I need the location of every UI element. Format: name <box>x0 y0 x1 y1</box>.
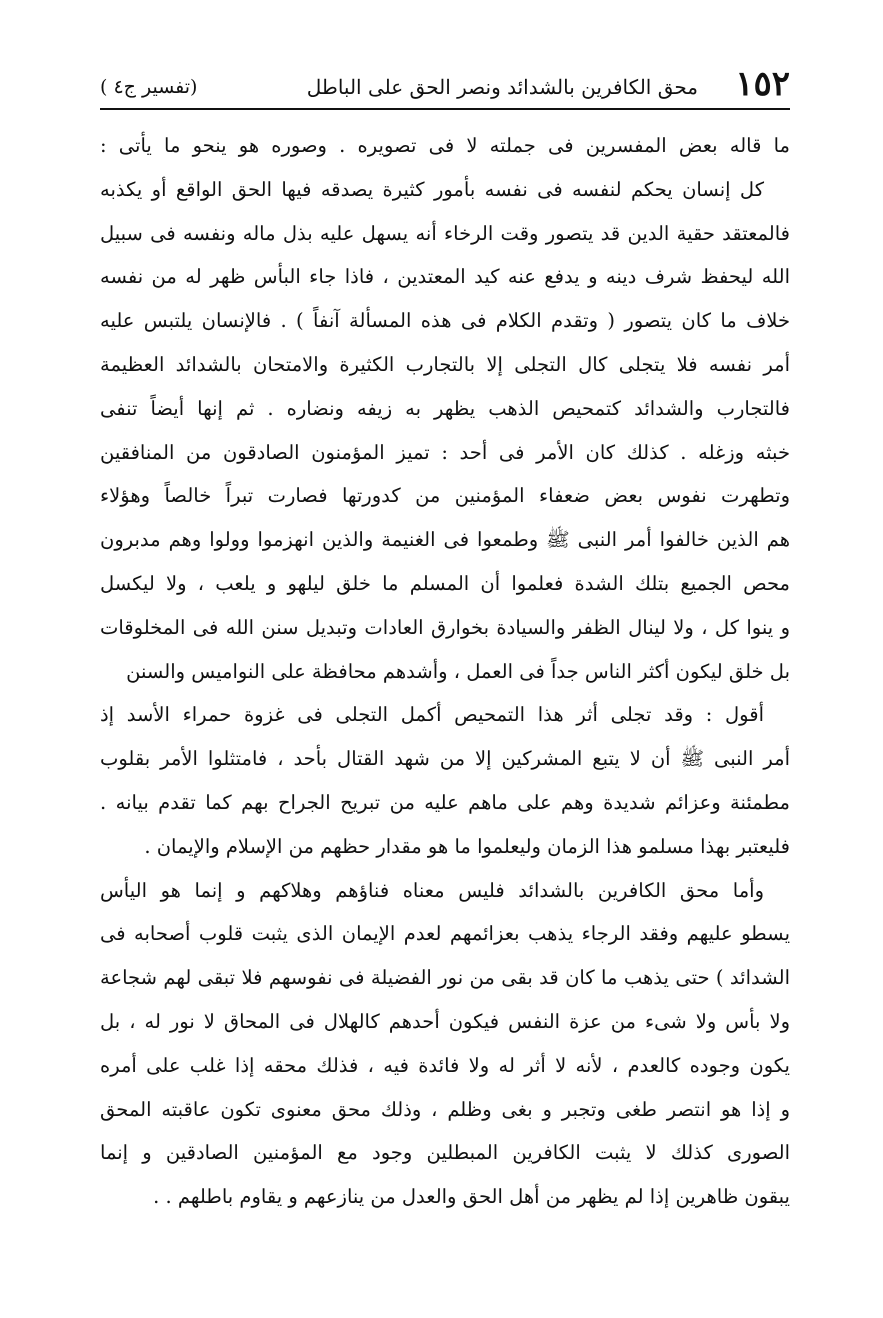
text-line: الصورى كذلك لا يثبت الكافرين المبطلين وجود مع المؤمنين الصادقين و إنما <box>100 1141 790 1165</box>
text-line: الله ليحفظ شرف دينه و يدفع عنه كيد المعتدين ، فاذا جاء البأس ظهر له من نفسه <box>100 265 790 289</box>
text-line: ولا بأس ولا شىء من عزة النفس فيكون أحدهم كالهلال فى المحاق لا نور له ، بل <box>100 1009 790 1033</box>
text-line: كل إنسان يحكم لنفسه فى نفسه بأمور كثيرة يصدقه فيها الحق الواقع أو يكذبه <box>100 177 764 201</box>
text-line: بل خلق ليكون أكثر الناس جداً فى العمل ، وأشدهم محافظة على النواميس والسنن <box>126 659 790 683</box>
text-line: يبقون ظاهرين إذا لم يظهر من أهل الحق والعدل من ينازعهم و يقاوم باطلهم . . <box>153 1185 790 1209</box>
text-line: أمر نفسه فلا يتجلى كال التجلى إلا بالتجارب الكثيرة والامتحان بالشدائد العظيمة <box>100 352 790 376</box>
text-line: فالمعتقد حقية الدين قد يتصور وقت الرخاء أنه يسهل عليه بذل ماله ونفسه فى سبيل <box>100 221 790 245</box>
page-number: ١٥٢ <box>735 64 790 104</box>
text-line: أمر النبى ﷺ أن لا يتبع المشركين إلا من شهد القتال بأحد ، فامتثلوا الأمر بقلوب <box>100 747 790 771</box>
text-line: مطمئنة وعزائم شديدة وهم على ماهم عليه من تبريح الجراح بهم كما تقدم بيانه . <box>100 790 790 814</box>
text-line: خبثه وزغله . كذلك كان الأمر فى أحد : تميز المؤمنون الصادقون من المنافقين <box>100 440 790 464</box>
text-line: أقول : وقد تجلى أثر هذا التمحيص أكمل التجلى فى غزوة حمراء الأسد إذ <box>100 703 764 727</box>
text-line: خلاف ما كان يتصور ( وتقدم الكلام فى هذه المسألة آنفاً ) . فالإنسان يلتبس عليه <box>100 309 790 333</box>
text-line: فالتجارب والشدائد كتمحيص الذهب يظهر به زيفه ونضاره . ثم إنها أيضاً تنفى <box>100 396 790 420</box>
header-rule <box>100 108 790 110</box>
text-line: محص الجميع بتلك الشدة فعلموا أن المسلم ما خلق ليلهو و يلعب ، ولا ليكسل <box>100 571 790 595</box>
text-line: ما قاله بعض المفسرين فى جملته لا فى تصويره . وصوره هو ينحو ما يأتى : <box>100 134 790 157</box>
volume-reference: (تفسير ج٤ ) <box>100 76 198 98</box>
running-title: محق الكافرين بالشدائد ونصر الحق على الباطل <box>306 75 698 99</box>
text-line: هم الذين خالفوا أمر النبى ﷺ وطمعوا فى الغنيمة والذين انهزموا وولوا وهم مدبرون <box>100 528 790 552</box>
text-line: و ينوا كل ، ولا لينال الظفر والسيادة بخوارق العادات وتبديل سنن الله فى المخلوقات <box>100 615 790 639</box>
text-line: يسطو عليهم وفقد الرجاء يذهب بعزائمهم لعدم الإيمان الذى يثبت قلوب أصحابه فى <box>100 922 790 946</box>
body-text <box>100 124 790 1219</box>
text-line: الشدائد ) حتى يذهب ما كان قد بقى من نور الفضيلة فى نفوسهم فلا تبقى لهم شجاعة <box>100 966 790 990</box>
text-line: و إذا هو انتصر طغى وتجبر و بغى وظلم ، وذلك محق معنوى تكون عاقبته المحق <box>100 1097 790 1121</box>
page-header <box>100 60 790 112</box>
text-line: وأما محق الكافرين بالشدائد فليس معناه فناؤهم وهلاكهم و إنما هو اليأس <box>100 878 764 902</box>
text-line: يكون وجوده كالعدم ، لأنه لا أثر له ولا فائدة فيه ، فذلك محقه إذا غلب على أمره <box>100 1053 790 1077</box>
text-line: فليعتبر بهذا مسلمو هذا الزمان وليعلموا ما هو مقدار حظهم من الإسلام والإيمان . <box>144 834 790 858</box>
text-line: وتطهرت نفوس بعض ضعفاء المؤمنين من كدورتها فصارت تبراً خالصاً وهؤلاء <box>100 484 790 508</box>
